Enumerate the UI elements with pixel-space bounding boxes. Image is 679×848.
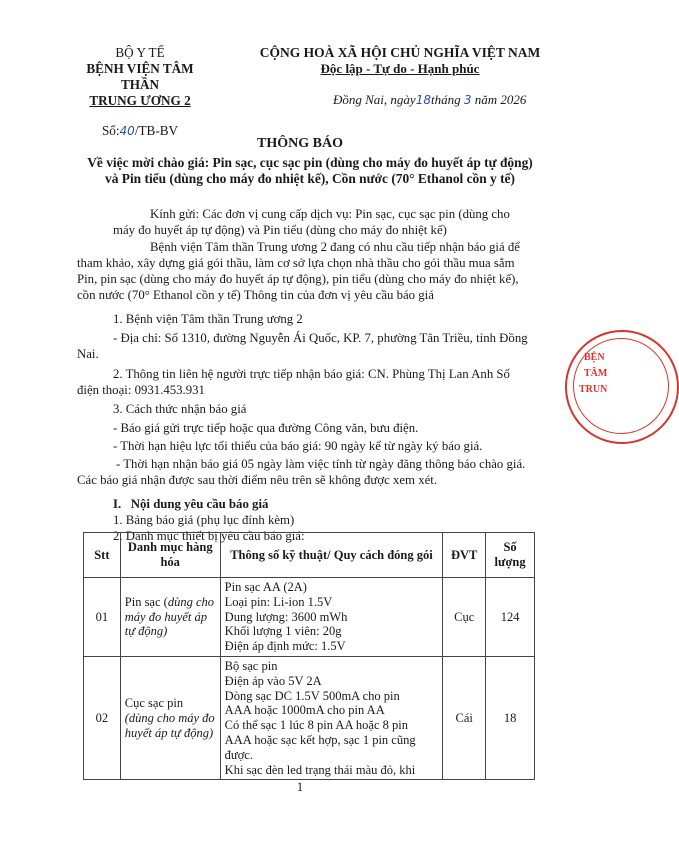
date-day: 18 [415, 93, 431, 107]
row-item-name [120, 578, 220, 657]
page-number: 1 [296, 780, 304, 794]
hospital-name-line2: TRUNG ƯƠNG 2 [89, 93, 191, 108]
sub-item-1: 1. Bảng báo giá (phụ lục đính kèm) [113, 513, 295, 528]
requester-item: 1. Bệnh viện Tâm thần Trung ương 2 [113, 311, 303, 326]
contact-line-2: điện thoại: 0931.453.931 [77, 382, 205, 397]
spec-line: Dòng sạc DC 1.5V 500mA cho pin [224, 688, 400, 703]
sub-item-2: 2. Danh mục thiết bị yêu cầu báo giá: [113, 529, 305, 544]
method-item-1: - Báo giá gửi trực tiếp hoặc qua đường Công văn, bưu điện. [113, 420, 419, 435]
spec-line: Điện áp định mức: 1.5V [224, 639, 346, 654]
method-item-3: - Thời hạn nhận báo giá 05 ngày làm việc tính từ ngày đăng thông báo chào giá. [116, 457, 526, 472]
date-year: năm 2026 [471, 92, 527, 107]
method-item-2: - Thời hạn hiệu lực tối thiểu của báo giá: 90 ngày kể từ ngày ký báo giá. [113, 438, 483, 453]
stamp-text-2: TÂM [584, 368, 608, 379]
header-stt: Stt [84, 533, 121, 578]
document-body [77, 206, 547, 545]
row-item-name [120, 656, 220, 779]
header-spec: Thông số kỹ thuật/ Quy cách đóng gói [220, 533, 443, 578]
document-subject [60, 155, 560, 187]
item-name-italic: (dùng cho máy đo huyết áp tự động) [124, 710, 215, 740]
row-quantity: 124 [486, 578, 535, 657]
table-row [84, 578, 535, 657]
item-name-plain: Pin sạc ( [124, 594, 168, 609]
table-row [84, 656, 535, 779]
row-unit: Cục [443, 578, 486, 657]
row-unit: Cái [443, 656, 486, 779]
items-table [83, 532, 535, 780]
spec-line: Pin sạc AA (2A) [224, 580, 307, 594]
stamp-inner-ring [573, 338, 669, 434]
section-title: Nội dung yêu cầu báo giá [130, 496, 269, 511]
spec-line: Dung lượng: 3600 mWh [224, 609, 348, 624]
date-month: 3 [463, 93, 472, 107]
spec-line: được. [224, 747, 253, 762]
document-title: THÔNG BÁO [257, 136, 343, 151]
recipient-line-1: Kính gửi: Các đơn vị cung cấp dịch vụ: Pin sạc, cục sạc pin (dùng cho [150, 207, 510, 221]
date-month-label: tháng [430, 92, 461, 107]
item-name-plain: Cục sạc pin [124, 695, 184, 710]
section-heading [77, 496, 547, 512]
spec-line: Điện áp vào 5V 2A [224, 673, 322, 688]
doc-no-handwritten: 40 [119, 124, 135, 138]
row-quantity: 18 [486, 656, 535, 779]
hospital-name-line1: BỆNH VIỆN TÂM THẦN [86, 61, 194, 92]
address-line-1: - Địa chỉ: Số 1310, đường Nguyễn Ái Quốc, KP. 7, phường Tân Triều, tỉnh Đồng [113, 331, 528, 346]
row-spec [220, 578, 443, 657]
date-prefix: Đồng Nai, ngày [333, 92, 416, 107]
stamp-text-1: BỆN [584, 352, 605, 363]
row-spec [220, 656, 443, 779]
method-title: 3. Cách thức nhận báo giá [113, 402, 247, 417]
header-quantity: Số lượng [486, 533, 535, 578]
spec-line: Khối lượng 1 viên: 20g [224, 624, 342, 639]
table-header-row [84, 533, 535, 578]
intro-line-1: Bệnh viện Tâm thần Trung ương 2 đang có nhu cầu tiếp nhận báo giá để [150, 239, 520, 254]
doc-no-prefix: Số: [101, 123, 120, 138]
row-stt: 02 [84, 656, 121, 779]
date-line [333, 92, 526, 108]
motto-wrap [240, 61, 560, 77]
stamp-text-3: TRUN [579, 384, 608, 395]
spec-line: AAA hoặc 1000mA cho pin AA [224, 703, 385, 718]
spec-line: AAA hoặc sạc kết hợp, sạc 1 pin cũng [224, 732, 416, 747]
ministry-name: BỘ Y TẾ [115, 45, 165, 60]
method-item-4: Các báo giá nhận được sau thời điểm nêu trên sẽ không được xem xét. [77, 473, 438, 488]
contact-line-1: 2. Thông tin liên hệ người trực tiếp nhận báo giá: CN. Phùng Thị Lan Anh Số [113, 366, 510, 381]
spec-line: Bộ sạc pin [224, 658, 278, 673]
subject-line-2: và Pin tiểu (dùng cho máy đo nhiệt kế), Cồn nước (70° Ethanol cồn y tế) [105, 171, 515, 186]
subject-line-1: Về việc mời chào giá: Pin sạc, cục sạc pin (dùng cho máy đo huyết áp tự động) [87, 155, 533, 170]
address-line-2: Nai. [77, 347, 99, 362]
intro-line-2: tham khảo, xây dựng giá gói thầu, làm cơ sở lựa chọn nhà thầu cho gói thầu mua sắm [77, 255, 515, 270]
republic-title: CỘNG HOÀ XÃ HỘI CHỦ NGHĨA VIỆT NAM [259, 45, 541, 60]
intro-line-3: Pin, pin sạc (dùng cho máy đo huyết áp tự động), pin tiểu (dùng cho máy đo nhiệt kế), [77, 272, 519, 287]
section-number: I. [113, 496, 122, 511]
item-name-italic: dùng cho máy đo huyết áp tự động) [124, 594, 215, 639]
national-header [240, 45, 560, 77]
spec-line: Khi sạc đèn led trạng thái màu đỏ, khi [224, 762, 416, 777]
row-stt: 01 [84, 578, 121, 657]
header-unit: ĐVT [443, 533, 486, 578]
official-stamp [565, 330, 679, 444]
intro-line-4: cồn nước (70° Ethanol cồn y tế) Thông tin của đơn vị yêu cầu báo giá [77, 288, 434, 303]
spec-line: Có thể sạc 1 lúc 8 pin AA hoặc 8 pin [224, 718, 408, 733]
recipient-line-2: máy đo huyết áp tự động) và Pin tiểu (dùng cho máy đo nhiệt kế) [113, 223, 447, 238]
doc-no-suffix: /TB-BV [134, 123, 179, 138]
spec-line: Loại pin: Li-ion 1.5V [224, 594, 333, 609]
motto: Độc lập - Tự do - Hạnh phúc [320, 61, 480, 76]
header-item-name: Danh mục hàng hóa [120, 533, 220, 578]
issuer-block [70, 45, 210, 139]
